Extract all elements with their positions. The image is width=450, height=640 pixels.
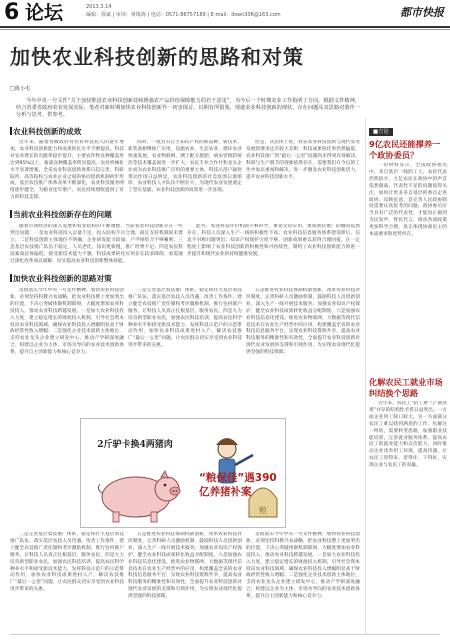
sidebar-text-1: 一份材料显示，全国政协委员中，来自基层一线的工人、农民代表仍然较少，九亿农民在政协中的声音依然微弱。代表性不足的问题值得关注，如何让更多来自基层的委员走进政协、反映民意，是完善人民政协制度需要认真思考的问题。政协委员应当具有广泛的代表性，才能真正做到为民发声、替民代言，推动各项政策更加科学合理，真正体现协商民主的本质要求和优势所在。 [369, 163, 447, 238]
text-column: 三是完善基层农技推广体系，稳定和壮大基层农技推广队伍，落实基层农技人员待遇，改善工作条件，建立健全农技推广责任制和考评激励机制，推行包村联户服务，让科技人员真正扎根基层、服务农民。四是大力培育新型职业农民，加强农民科技培训，提高农民科学种养水平和接受新技术能力，发挥科技示范户的示范带动作用，加快农业科技成果进村入户，解决农技推广“最后一公里”问题，让农民群众切实享受到农业科技进步带来的实惠。 [10, 532, 124, 593]
article-byline: □陈小毛 [10, 86, 31, 92]
sidebar-text-2: 近年来，农民工“招工难”与“就业难”并存的结构性矛盾日益突出。一方面企业用工缺口较大，另一方面部分农民工难以找到满意的工作。化解这一纠结，需要转变思路，加强职业技能培训，完善就业服务体系，提高农民工的就业能力和议价能力，同时推动企业改善用工环境，提高待遇，让农民工进得来、留得住、干得好，实现企业与农民工的双赢。 [369, 401, 447, 469]
editor-contact-line: 编辑：徐斌 | 审读：黄镇海 | 电话：0571-86757189 | E-mail：dswn306@163.com [86, 12, 281, 18]
section-body-problems [10, 224, 360, 266]
heading-marker [10, 210, 12, 218]
text-column: 近年来，随着各级政府对农业科技投入的逐年增加，农业科技创新能力和成果转化水平不断提高。科技对农业增长的贡献率稳步提升，主要农作物良种覆盖率达到95%以上，畜禽良种覆盖率明显提高，农业机械化水平显著增强。全省农业科技创新体系日趋完善，科研院所、高等院校与农业企业之间的协同创新机制初步形成，基层农技推广体系改革不断深化，农业科技服务网络逐步健全，为粮食连年增产、农民持续增收提供了有力的科技支撑。 [10, 140, 124, 201]
feature-illustration [80, 418, 286, 528]
feature-headline: “粮保佳”遇390亿养猪补案 [199, 472, 277, 498]
masthead-rule [0, 26, 450, 28]
heading-marker [10, 127, 12, 135]
masthead [0, 0, 450, 28]
text-column: 此外，农业科技评价机制不够科学，重论文轻应用、重成果轻推广的倾向依然存在，科技人员深入生产一线的积极性不高；农业科技信息服务体系建设滞后，信息不对称问题突出；知识产权保护力度不够，创新成果难以获得合理回报，在一定程度上影响了农业科技创新的积极性和可持续性，制约了农业科技创新能力的进一步提升和现代农业的持续健康发展。 [187, 224, 360, 257]
sidebar-tag: ■言论 [369, 128, 393, 136]
paper-logo: 都市快报 [400, 6, 444, 19]
section-name: 论坛 [25, 2, 64, 24]
heading-marker [10, 274, 12, 282]
section-heading-text: 农业科技创新的成效 [13, 127, 82, 136]
section-heading-text: 加快农业科技创新的思路对策 [13, 274, 112, 283]
issue-date: 2013.3.14 [86, 4, 112, 10]
text-column: 贯彻落实今年中央一号文件精神，加快农业科技创新，必须坚持科教兴农战略，把农业科技摆上更加突出的位置，下决心突破体制机制障碍，大幅度增加农业科技投入，推动农业科技跨越发展。一是加大农业科技投入力度，建立稳定增长的财政投入机制，引导社会资本投向农业科技领域，确保农业科技投入增幅明显高于财政经常性收入增幅；二是强化企业技术创新主体地位，支持农业龙头企业建立研发中心，推动产学研深度融合，构建以企业为主体、市场为导向的农业技术创新体系，提升自主创新能力和核心竞争力。 [10, 288, 124, 356]
section-body-strategies [10, 288, 360, 420]
text-column: 随着市场经济的深入发展和农业结构的不断调整，当前农业科技创新存在一些突出问题：一是农业科技投入总量不足，投入结构不尽合理，稳定支持机制尚未建立；二是科技创新主体地位不明确，企业研发能力较弱，产学研结合不够紧密；三是基层农技推广队伍不稳定，人员老化、知识更新慢，推广经费不足；四是农民科技素质总体偏低，接受新技术能力不强，科技成果转化应用存在较多障碍，亟需通过深化改革加以破解，切实提高农业科技创新整体效能。 [10, 224, 183, 264]
sidebar-headline-2: 化解农民工就业市场纠结换个思路 [369, 377, 443, 398]
masthead-subrule [0, 29, 450, 30]
sidebar-headline-1: 9亿农民还能撑养一个政协委员？ [369, 139, 441, 160]
section-heading-problems [10, 210, 112, 220]
section-heading-achievements [10, 127, 81, 137]
text-column: 五是推进农业科技体制机制创新，改革农业科技评价制度，完善科研人员激励机制，鼓励科技人员创新创业，深入生产一线开展技术服务；加强农业知识产权保护，健全农业科技成果转化收益分配制度。六是加强农业科技信息化建设，推进农业物联网、大数据等现代信息技术在农业生产经营中的应用，构建覆盖全省的农业科技信息服务平台，实现农业科技资源共享，提高农业科技服务的精准性和有效性，全面提升农业科技创新对现代农业发展的支撑和引领作用，为实现农业现代化提供坚强的科技保障。 [246, 288, 360, 356]
footer-rule [10, 634, 440, 635]
article-lead: 今年中央一号文件“关于加快推进农业科技创新持续增强农产品供给保障能力的若干意见”，为今后一个时期农业工作指明了方向。根据文件精神，结合省委省政府农业发展实际，笔者对新时期加快农业科技创新作一初步探讨，以期有所借鉴，现就农业科技创新的现状、存在问题及其思路对策作一分析与思考，供参考。 [16, 98, 360, 119]
page-number: 6 [4, 0, 20, 25]
text-column: 但是，从总体上看，我省农业科技创新与现代农业发展的要求还有较大差距，科技成果转化率仍然偏低，农业科技推广的“最后一公里”问题尚未得到有效解决，科研与生产脱节的现象依然存在，需要我们在今后的工作中加以重视和解决，进一步激发农业科技创新活力，提升农业科技创新水平。 [246, 140, 360, 180]
text-column: 同时，一批具有自主知识产权的新品种、新技术、新装备相继推广应用，设施农业、生态农业、循环农业快速发展，农业物联网、测土配方施肥、病虫害统防统治等技术覆盖面进一步扩大。农民专业合作社和龙头企业成为农业科技推广应用的重要主体，科技示范户辐射带动作用日益明显，农业科技创新的社会氛围日渐浓厚，农业科技人才队伍不断壮大，为现代农业发展奠定了坚实基础，农业科技创新的成效进一步显现。 [128, 140, 242, 194]
article-headline: 加快农业科技创新的思路和对策 [10, 45, 304, 69]
text-column: 三是完善基层农技推广体系，稳定和壮大基层农技推广队伍，落实基层农技人员待遇，改善工作条件，建立健全农技推广责任制和考评激励机制，推行包村联户服务，让科技人员真正扎根基层、服务农民。四是大力培育新型职业农民，加强农民科技培训，提高农民科学种养水平和接受新技术能力，发挥科技示范户的示范带动作用，加快农业科技成果进村入户，解决农技推广“最后一公里”问题，让农民群众切实享受到农业科技进步带来的实惠。 [128, 288, 242, 349]
section-heading-text: 当前农业科技创新存在的问题 [13, 210, 112, 219]
feature-caption: 2斤驴卡换4两猪肉 [89, 439, 181, 451]
svg-text:粮: 粮 [259, 506, 267, 515]
text-column: 贯彻落实今年中央一号文件精神，加快农业科技创新，必须坚持科教兴农战略，把农业科技摆上更加突出的位置，下决心突破体制机制障碍，大幅度增加农业科技投入，推动农业科技跨越发展。一是加大农业科技投入力度，建立稳定增长的财政投入机制，引导社会资本投向农业科技领域，确保农业科技投入增幅明显高于财政经常性收入增幅；二是强化企业技术创新主体地位，支持农业龙头企业建立研发中心，推动产学研深度融合，构建以企业为主体、市场为导向的农业技术创新体系，提升自主创新能力和核心竞争力。 [246, 532, 360, 600]
text-column: 五是推进农业科技体制机制创新，改革农业科技评价制度，完善科研人员激励机制，鼓励科技人员创新创业，深入生产一线开展技术服务；加强农业知识产权保护，健全农业科技成果转化收益分配制度。六是加强农业科技信息化建设，推进农业物联网、大数据等现代信息技术在农业生产经营中的应用，构建覆盖全省的农业科技信息服务平台，实现农业科技资源共享，提高农业科技服务的精准性和有效性，全面提升农业科技创新对现代农业发展的支撑和引领作用，为实现农业现代化提供坚强的科技保障。 [128, 532, 242, 600]
opinion-sidebar [365, 118, 447, 634]
section-body-achievements [10, 140, 360, 202]
section-body-strategies-continued [10, 532, 360, 632]
section-heading-strategies [10, 274, 112, 284]
